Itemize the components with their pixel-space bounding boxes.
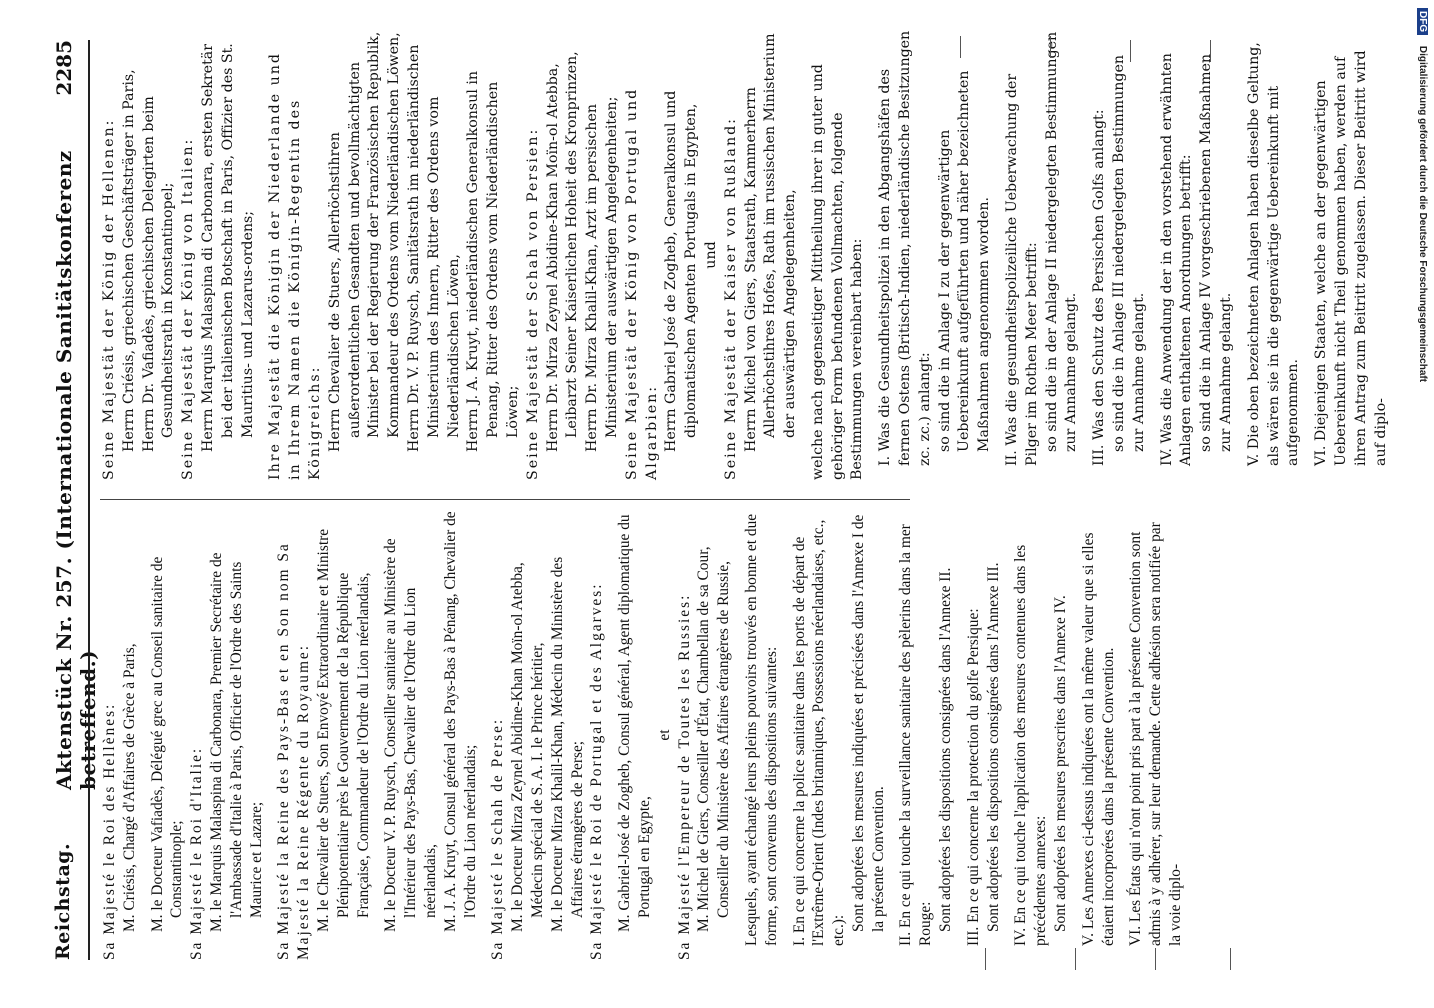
- french-paragraph: M. le Docteur Mirza Khalil-Khan, Médecin du Ministère des Affaires étrangères de Perse;: [548, 556, 586, 932]
- margin-mark: [1155, 948, 1156, 970]
- french-paragraph: Sa Majesté la Reine des Pays-Bas et en Son nom Sa Majesté la Reine Régente du Royaume:: [275, 542, 313, 960]
- french-paragraph: Sont adoptées les dispositions consignées dans l'Annexe II.: [937, 567, 955, 932]
- german-paragraph: Seine Majestät der Kaiser von Rußland:: [722, 117, 739, 480]
- french-paragraph: VI. Les États qui n'ont point pris part à la présente Convention sont admis à y adhérer, sur leur demande. Cette adhésion sera notifiée par la voie diplo-: [1127, 522, 1185, 946]
- french-paragraph: Sa Majesté l'Empereur de Toutes les Russies:: [675, 593, 693, 960]
- french-paragraph: III. En ce qui concerne la protection du golfe Persique:: [964, 608, 982, 946]
- german-paragraph: so sind die in Anlage III niedergelegten Bestimmungen zur Annahme gelangt.: [1111, 55, 1147, 452]
- french-paragraph: M. Criésis, Chargé d'Affaires de Grèce à Paris,: [120, 643, 138, 932]
- margin-mark: [1130, 40, 1131, 62]
- german-paragraph: Herrn Dr. V. P. Ruysch, Sanitätsrath im niederländischen Ministerium des Innern, Ritter des Ordens vom Niederländischen Löwen,: [405, 44, 462, 452]
- french-paragraph: M. Gabriel-José de Zogheb, Consul général, Agent diplomatique du Portugal en Egypte,: [616, 514, 653, 932]
- french-paragraph: M. le Docteur Vafiadès, Délégué grec au Conseil sanitaire de Constantinople;: [148, 556, 186, 932]
- page-header: [52, 40, 100, 960]
- german-paragraph: II. Was die gesundheitspolizeiliche Ueberwachung der Pilger im Rothen Meer betrifft:: [1004, 73, 1040, 466]
- french-paragraph: Sa Majesté le Schah de Perse:: [489, 717, 507, 960]
- german-paragraph: Seine Majestät der König der Hellenen:: [101, 118, 117, 480]
- german-paragraph: I. Was die Gesundheitspolizei in den Abgangshäfen des fernen Ostens (Britisch-Indien, niederländische Besitzungen zc. zc.) anlangt:: [877, 30, 933, 466]
- margin-mark: [1210, 40, 1211, 62]
- german-paragraph: Herrn Chevalier de Stuers, Allerhöchstihren außerordentlichen Gesandten und bevollmächtigten Minister bei der Regierung der Französischen Republik, Kommandeur des Ordens vom Niederländischen Löwen,: [326, 31, 403, 452]
- margin-mark: [960, 36, 961, 58]
- column-divider: [100, 499, 910, 500]
- german-paragraph: Herrn Michel von Giers, Staatsrath, Kammerherrn Allerhöchstihres Hofes, Rath im russischen Ministerium der auswärtigen Angelegenheiten,: [742, 33, 799, 452]
- french-paragraph: Lesquels, ayant échangé leurs pleins pouvoirs trouvés en bonne et due forme, sont convenus des dispositions suivantes:: [742, 513, 780, 946]
- french-paragraph: Sont adoptées les dispositions consignées dans l'Annexe III.: [984, 562, 1002, 932]
- french-paragraph: Sont adoptées les mesures indiquées et précisées dans l'Annexe I de la présente Convention.: [849, 514, 887, 932]
- french-paragraph: M. J. A. Kruyt, Consul général des Pays-Bas à Pénang, Chevalier de l'Ordre du Lion néerlandais;: [441, 511, 479, 932]
- german-paragraph: so sind die in der Anlage II niedergelegten Bestimmungen zur Annahme gelangt.: [1043, 31, 1080, 452]
- french-paragraph: IV. En ce qui touche l'application des mesures contenues dans les précédentes annexes:: [1012, 544, 1050, 946]
- french-paragraph: V. Les Annexes ci-dessus indiquées ont la même valeur que si elles étaient incorporées dans la présente Convention.: [1079, 532, 1117, 946]
- german-column: [100, 30, 1391, 480]
- page-number: 2285: [52, 40, 76, 96]
- french-paragraph: I. En ce qui concerne la police sanitaire dans les ports de départ de l'Extrême-Orient (Indes britanniques, Possessions néerlandaises, etc., etc.):: [790, 519, 848, 946]
- french-paragraph: Sont adoptées les mesures prescrites dans l'Annexe IV.: [1052, 595, 1070, 932]
- french-paragraph: M. le Docteur V. P. Ruysch, Conseiller sanitaire au Ministère de l'Intérieur des Pays-Bas, Chevalier de l'Ordre du Lion néerlandais,: [382, 538, 439, 932]
- german-paragraph: Herrn Criésis, griechischen Geschäftsträger in Paris,: [120, 69, 137, 452]
- german-paragraph: VI. Diejenigen Staaten, welche an der gegenwärtigen Uebereinkunft nicht Theil genommen haben, werden auf ihren Antrag zum Beitritt zugelassen. Dieser Beitritt wird auf diplo-: [1313, 50, 1389, 466]
- margin-mark: [1230, 948, 1231, 970]
- french-paragraph: M. le Marquis Malaspina di Carbonara, Premier Secrétaire de l'Ambassade d'Italie à Paris, Officier de l'Ordre des Saints Maurice et Lazare;: [207, 552, 265, 932]
- german-paragraph: Herrn Marquis Malaspina di Carbonara, ersten Sekretär bei der italienischen Botschaft in Paris, Offizier des St. Mauritius- und Lazarus-ordens;: [199, 43, 256, 452]
- german-paragraph: Herrn Dr. Mirza Zeynel Abidine-Khan Moïn-ol Atebba, Leibarzt Seiner Kaiserlichen Hoheit des Kronprinzen,: [544, 51, 581, 452]
- german-paragraph: Seine Majestät der König von Italien:: [180, 137, 197, 480]
- french-paragraph: Sa Majesté le Roi d'Italie:: [188, 746, 206, 960]
- french-paragraph: Sa Majesté le Roi des Hellènes:: [101, 702, 118, 960]
- french-paragraph: et: [655, 729, 673, 741]
- french-paragraph: M. le Docteur Mirza Zeynel Abidine-Khan Moïn-ol Atebba, Médecin spécial de S. A. I. le Prince héritier,: [509, 562, 546, 932]
- german-paragraph: V. Die oben bezeichneten Anlagen haben dieselbe Geltung, als wären sie in die gegenwärtige Uebereinkunft mit aufgenommen.: [1245, 42, 1302, 466]
- german-paragraph: Herrn Dr. Vafiadès, griechischen Delegirten beim Gesundheitsrath in Konstantinopel;: [140, 96, 177, 452]
- german-paragraph: Herrn Dr. Mirza Khalil-Khan, Arzt im persischen Ministerium der auswärtigen Angelegenheiten;: [584, 96, 620, 452]
- german-paragraph: so sind die in Anlage I zu der gegenwärtigen Uebereinkunft aufgeführten und näher bezeichneten Maßnahmen angenommen worden.: [936, 70, 993, 452]
- margin-mark: [1050, 36, 1051, 58]
- german-paragraph: Herrn J. A. Kruyt, niederländischen Generalkonsul in Penang, Ritter des Ordens vom Niederländischen Löwen;: [465, 70, 521, 452]
- dfg-logo: DFG: [1417, 8, 1428, 35]
- german-paragraph: Herrn Gabriel José de Zogheb, Generalkonsul und diplomatischen Agenten Portugals in Egypten,: [663, 90, 700, 452]
- digitization-credit: [1408, 0, 1428, 1000]
- german-paragraph: Seine Majestät der König von Portugal und Algarbien:: [623, 87, 660, 480]
- german-paragraph: welche nach gegenseitiger Mittheilung ihrer in guter und gehöriger Form befundenen Vollmachten, folgende Bestimmungen vereinbart haben:: [809, 64, 866, 480]
- french-paragraph: M. le Chevalier de Stuers, Son Envoyé Extraordinaire et Ministre Plénipotentiaire près le Gouvernement de la République Française, Commandeur de l'Ordre du Lion néerlandais,: [314, 528, 372, 932]
- header-rule: [88, 40, 90, 960]
- header-left: Reichstag.: [52, 842, 74, 960]
- german-paragraph: Ihre Majestät die Königin der Niederlande und in Ihrem Namen die Königin-Regentin des Königreichs:: [267, 52, 323, 480]
- german-paragraph: III. Was den Schutz des Persischen Golfs anlangt:: [1091, 109, 1108, 466]
- german-paragraph: IV. Was die Anwendung der in den vorstehend erwähnten Anlagen enthaltenen Anordnungen betrifft:: [1158, 53, 1195, 466]
- header-title: Aktenstück Nr. 257. (Internationale Sanitätskonferenz betreffend.): [52, 150, 100, 790]
- french-column: [100, 510, 1186, 960]
- french-paragraph: M. Michel de Giers, Conseiller d'État, Chambellan de sa Cour, Conseiller du Ministère des Affaires étrangères de Russie,: [695, 546, 733, 932]
- credit-text: Digitalisierung gefördert durch die Deutsche Forschungsgemeinschaft: [1417, 45, 1428, 383]
- german-paragraph: und: [702, 241, 719, 269]
- french-paragraph: II. En ce qui touche la surveillance sanitaire des pèlerins dans la mer Rouge:: [897, 524, 935, 946]
- german-paragraph: so sind die in Anlage IV vorgeschriebenen Maßnahmen zur Annahme gelangt.: [1198, 53, 1235, 452]
- margin-mark: [1075, 948, 1076, 970]
- french-paragraph: Sa Majesté le Roi de Portugal et des Algarves:: [588, 582, 606, 960]
- margin-mark: [985, 948, 986, 970]
- german-paragraph: Seine Majestät der Schah von Persien:: [524, 127, 541, 480]
